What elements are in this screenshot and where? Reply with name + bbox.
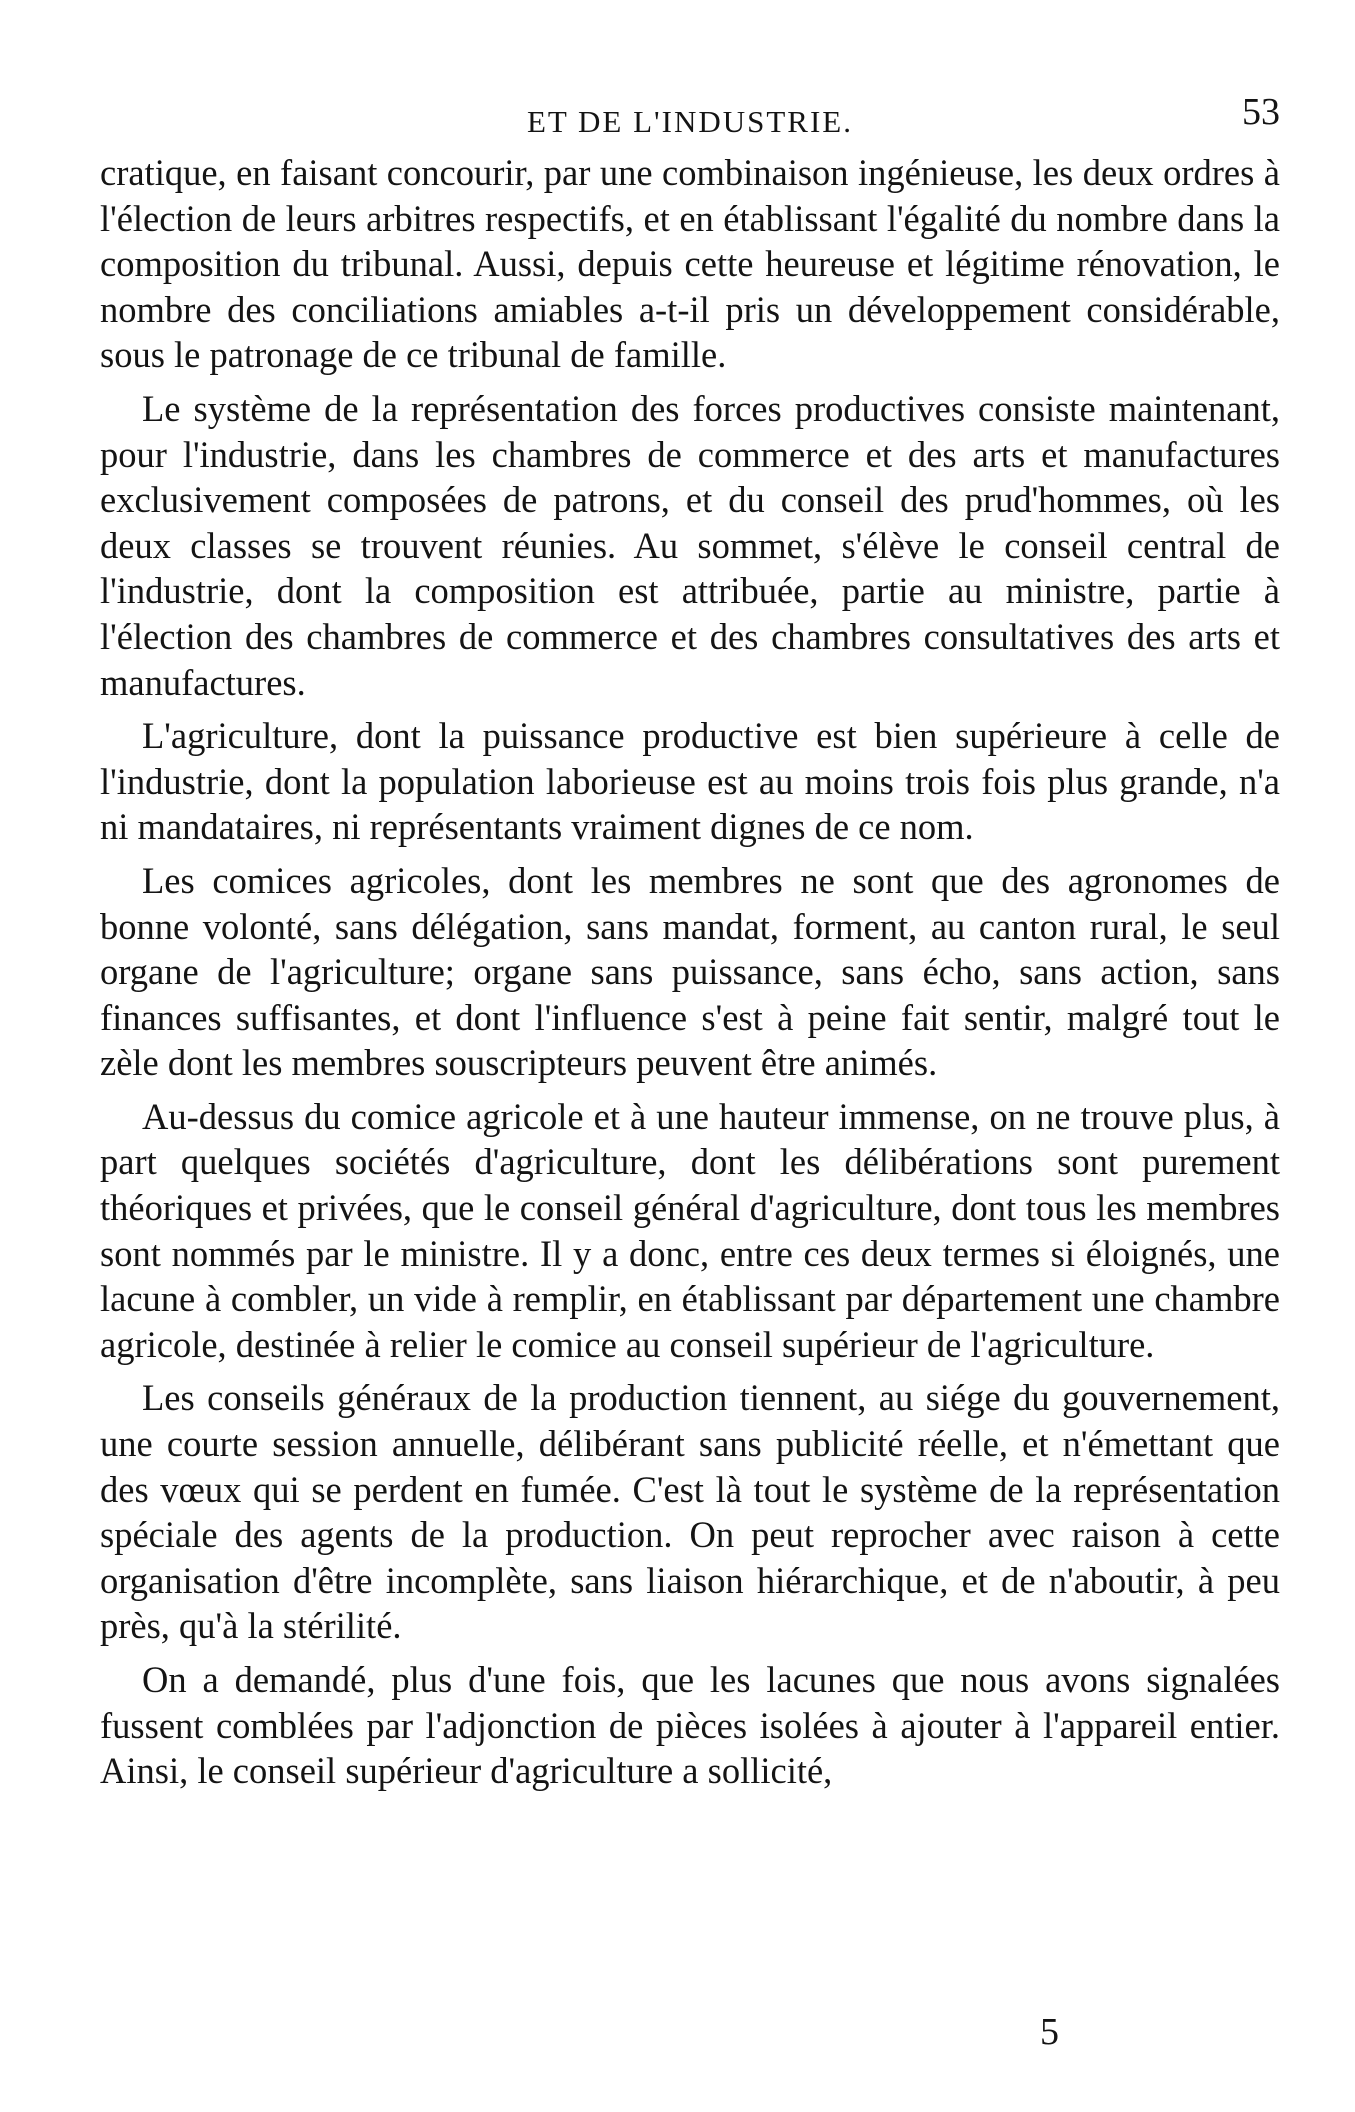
body-text — [100, 150, 1280, 1802]
paragraph: Au-dessus du comice agricole et à une hauteur immense, on ne trouve plus, à part quelques sociétés d'agriculture, dont les délibérations sont purement théoriques et privées, que le conseil général d'agriculture, dont tous les membres sont nommés par le ministre. Il y a donc, entre ces deux termes si éloignés, une lacune à combler, un vide à remplir, en établissant par département une chambre agricole, destinée à relier le comice au conseil supérieur de l'agriculture. — [100, 1095, 1280, 1365]
book-page — [100, 0, 1280, 2112]
page-number: 53 — [1242, 91, 1280, 133]
paragraph: Les conseils généraux de la production tiennent, au siége du gouvernement, une courte session annuelle, délibérant sans publicité réelle, et n'émettant que des vœux qui se perdent en fumée. C'est là tout le système de la représentation spéciale des agents de la production. On peut reprocher avec raison à cette organisation d'être incomplète, sans liaison hiérarchique, et de n'aboutir, à peu près, qu'à la stérilité. — [100, 1377, 1280, 1647]
running-head — [100, 90, 1280, 140]
paragraph: Le système de la représentation des forces productives consiste maintenant, pour l'industrie, dans les chambres de commerce et des arts et manufactures exclusivement composées de patrons, et du conseil des prud'hommes, où les deux classes se trouvent réunies. Au sommet, s'élève le conseil central de l'industrie, dont la composition est attribuée, partie au ministre, partie à l'élection des chambres de commerce et des chambres consultatives des arts et manufactures. — [100, 387, 1280, 703]
paragraph: L'agriculture, dont la puissance productive est bien supérieure à celle de l'industrie, dont la population laborieuse est au moins trois fois plus grande, n'a ni mandataires, ni représentants vraiment dignes de ce nom. — [100, 715, 1280, 848]
paragraph: Les comices agricoles, dont les membres ne sont que des agronomes de bonne volonté, sans délégation, sans mandat, forment, au canton rural, le seul organe de l'agriculture; organe sans puissance, sans écho, sans action, sans finances suffisantes, et dont l'influence s'est à peine fait sentir, malgré tout le zèle dont les membres souscripteurs peuvent être animés. — [100, 859, 1280, 1084]
paragraph: On a demandé, plus d'une fois, que les lacunes que nous avons signalées fussent comblées par l'adjonction de pièces isolées à ajouter à l'appareil entier. Ainsi, le conseil supérieur d'agriculture a sollicité, — [100, 1659, 1280, 1792]
paragraph-continuation: cratique, en faisant concourir, par une combinaison ingénieuse, les deux ordres à l'élection de leurs arbitres respectifs, et en établissant l'égalité du nombre dans la composition du tribunal. Aussi, depuis cette heureuse et légitime rénovation, le nombre des conciliations amiables a-t-il pris un développement considérable, sous le patronage de ce tribunal de famille. — [100, 152, 1280, 376]
signature-mark: 5 — [1040, 2011, 1059, 2053]
running-title: ET DE L'INDUSTRIE. — [526, 104, 853, 139]
